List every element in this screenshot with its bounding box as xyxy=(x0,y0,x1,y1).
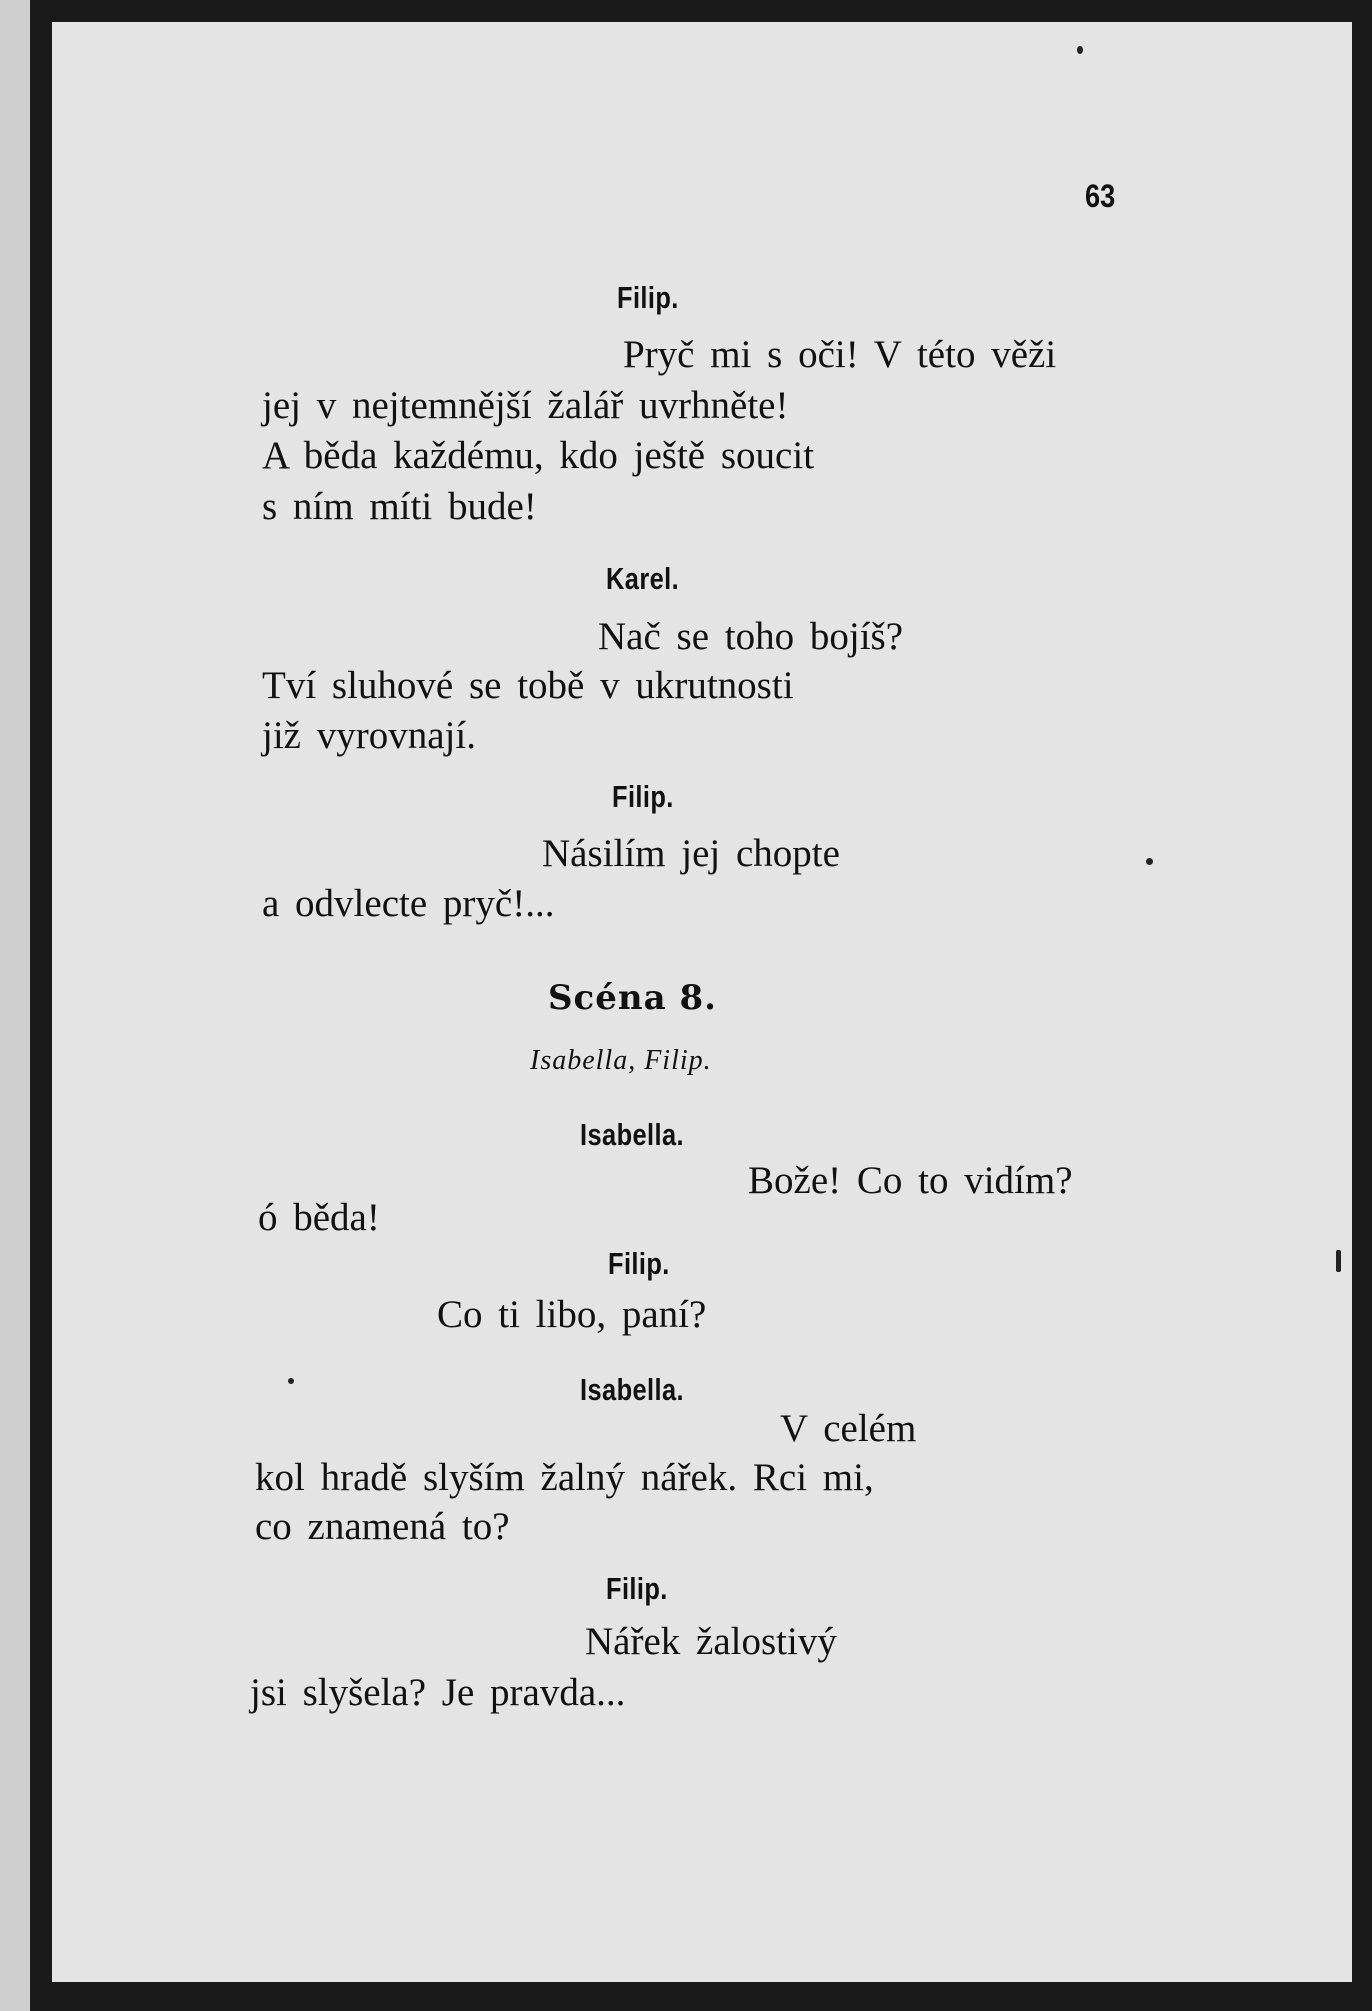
speaker-name: Isabella. xyxy=(580,1117,685,1152)
verse-line: jsi slyšela? Je pravda... xyxy=(250,1671,626,1714)
speaker-name: Filip. xyxy=(617,280,679,315)
verse-line: V celém xyxy=(780,1407,917,1450)
speaker-name: Isabella. xyxy=(580,1372,685,1407)
verse-line: Tví sluhové se tobě v ukrutnosti xyxy=(262,664,794,707)
verse-line: ó běda! xyxy=(258,1196,380,1239)
verse-line: co znamená to? xyxy=(255,1505,510,1548)
verse-line: jej v nejtemnější žalář uvrhněte! xyxy=(262,384,789,427)
verse-line: Násilím jej chopte xyxy=(542,832,840,875)
page-number: 63 xyxy=(1085,178,1116,214)
scene-persons: Isabella, Filip. xyxy=(530,1045,712,1076)
verse-line: Pryč mi s oči! V této věži xyxy=(623,333,1057,376)
speaker-name: Karel. xyxy=(606,561,680,596)
speaker-name: Filip. xyxy=(608,1246,670,1281)
speaker-name: Filip. xyxy=(612,779,674,814)
adjacent-page-edge xyxy=(0,0,30,2011)
scan-speck xyxy=(288,1378,294,1384)
scan-speck xyxy=(1146,858,1153,865)
verse-line: s ním míti bude! xyxy=(262,485,537,528)
verse-line: Nač se toho bojíš? xyxy=(598,615,904,658)
verse-line: Bože! Co to vidím? xyxy=(748,1159,1073,1202)
verse-line: A běda každému, kdo ještě soucit xyxy=(262,434,815,477)
verse-line: kol hradě slyším žalný nářek. Rci mi, xyxy=(255,1456,874,1499)
verse-line: již vyrovnají. xyxy=(262,714,476,757)
scene-title: Scéna 8. xyxy=(548,978,717,1018)
speaker-name: Filip. xyxy=(606,1571,668,1606)
scan-speck xyxy=(1336,1250,1341,1272)
verse-line: Co ti libo, paní? xyxy=(437,1293,707,1336)
verse-line: a odvlecte pryč!... xyxy=(262,882,555,925)
verse-line: Nářek žalostivý xyxy=(585,1620,837,1663)
scan-speck xyxy=(1077,46,1083,54)
